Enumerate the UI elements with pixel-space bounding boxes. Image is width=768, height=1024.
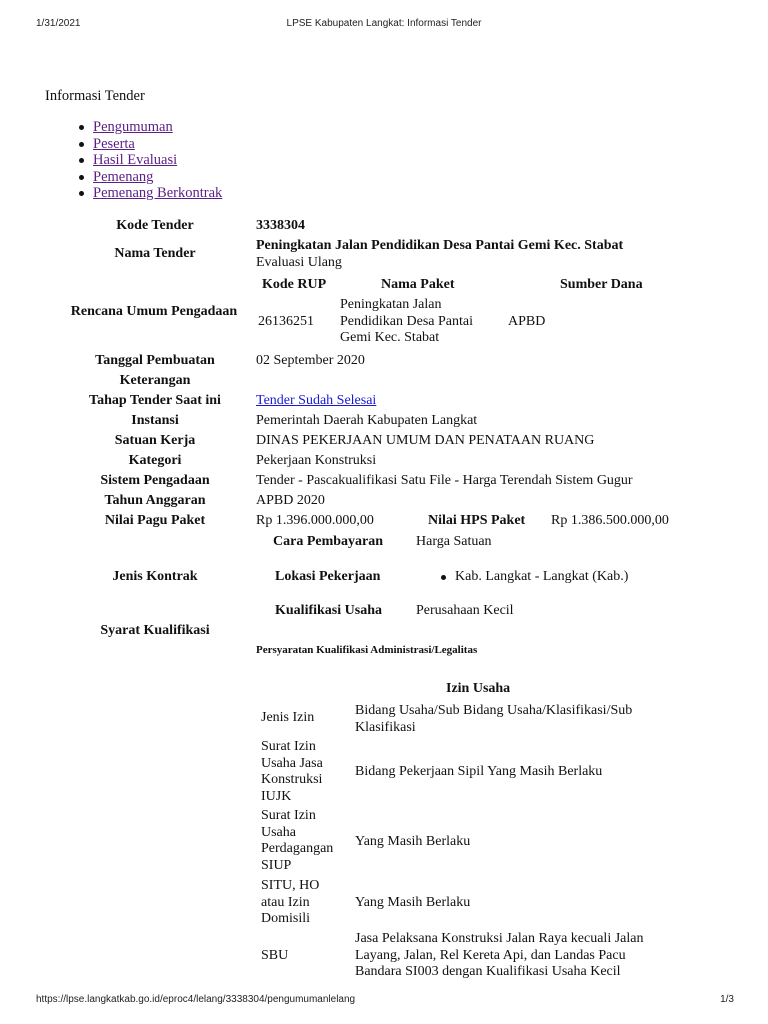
izin-row-value	[355, 703, 705, 736]
page-title: Informasi Tender	[45, 88, 145, 104]
izin-label-line: Usaha Jasa	[261, 755, 323, 771]
value-nilai-hps: Rp 1.386.500.000,00	[551, 513, 669, 528]
value-lokasi-pekerjaan: Kab. Langkat - Langkat (Kab.)	[455, 569, 629, 584]
label-kualifikasi-usaha: Kualifikasi Usaha	[275, 603, 382, 618]
print-footer	[0, 994, 768, 1008]
value-nama-tender: Peningkatan Jalan Pendidikan Desa Pantai Gemi Kec. Stabat	[256, 238, 624, 253]
nav-link-hasil-evaluasi[interactable]: Hasil Evaluasi	[93, 152, 178, 168]
nav-item-pemenang-berkontrak	[93, 185, 222, 202]
izin-row-label	[261, 710, 346, 727]
persyaratan-title: Persyaratan Kualifikasi Administrasi/Legalitas	[256, 644, 478, 656]
rup-nama-line: Pendidikan Desa Pantai	[340, 313, 473, 329]
izin-value-line: Yang Masih Berlaku	[355, 834, 471, 849]
value-kualifikasi-usaha: Perusahaan Kecil	[416, 603, 514, 618]
izin-label-line: Domisili	[261, 911, 311, 926]
value-cara-pembayaran: Harga Satuan	[416, 534, 492, 549]
izin-row-label	[261, 808, 346, 874]
izin-label-line: IUJK	[261, 788, 292, 804]
label-nilai-pagu: Nilai Pagu Paket	[104, 513, 206, 528]
label-kode-tender: Kode Tender	[116, 218, 194, 233]
label-nama-tender: Nama Tender	[114, 246, 196, 261]
izin-row-value	[355, 895, 705, 912]
nav-item-pengumuman	[93, 119, 222, 136]
izin-label-line: Surat Izin	[261, 808, 316, 823]
nav-link-pemenang[interactable]: Pemenang	[93, 168, 154, 185]
label-satuan-kerja: Satuan Kerja	[114, 433, 196, 448]
label-syarat-kualifikasi: Syarat Kualifikasi	[100, 623, 210, 638]
izin-label-line: Konstruksi	[261, 772, 323, 787]
value-nilai-pagu: Rp 1.396.000.000,00	[256, 513, 374, 528]
rup-sumber: APBD	[508, 314, 546, 329]
label-tahun-anggaran: Tahun Anggaran	[104, 493, 206, 508]
value-nama-tender-note: Evaluasi Ulang	[256, 255, 342, 270]
label-kategori: Kategori	[128, 453, 182, 468]
label-jenis-kontrak: Jenis Kontrak	[112, 569, 198, 584]
izin-row-value	[355, 764, 705, 781]
izin-row-value	[355, 931, 705, 981]
izin-value-line: Bidang Usaha/Sub Bidang Usaha/Klasifikasi/Sub	[355, 703, 633, 718]
label-keterangan: Keterangan	[119, 373, 191, 388]
izin-row-label	[261, 948, 346, 965]
nav-link-pemenang-berkontrak[interactable]: Pemenang Berkontrak	[93, 185, 223, 201]
value-satuan-kerja: DINAS PEKERJAAN UMUM DAN PENATAAN RUANG	[256, 433, 595, 448]
tender-nav	[93, 119, 222, 202]
label-rup: Rencana Umum Pengadaan	[70, 304, 238, 319]
tahap-link[interactable]: Tender Sudah Selesai	[256, 393, 377, 408]
nav-link-peserta[interactable]: Peserta	[93, 135, 135, 152]
rup-header-kode: Kode RUP	[262, 277, 327, 292]
value-tanggal: 02 September 2020	[256, 353, 365, 368]
izin-label-line: Jenis Izin	[261, 710, 315, 725]
label-tahap: Tahap Tender Saat ini	[89, 393, 221, 408]
print-url: https://lpse.langkatkab.go.id/eproc4/lelang/3338304/pengumumanlelang	[36, 994, 356, 1005]
print-date: 1/31/2021	[36, 18, 81, 29]
izin-value-line: Layang, Jalan, Rel Kereta Api, dan Landas Pacu	[355, 947, 626, 963]
lokasi-bullet	[441, 575, 446, 580]
label-nilai-hps: Nilai HPS Paket	[428, 513, 526, 528]
izin-value-line: Yang Masih Berlaku	[355, 895, 471, 910]
nav-item-hasil-evaluasi	[93, 152, 222, 169]
rup-nama-line: Peningkatan Jalan	[340, 297, 442, 312]
izin-label-line: atau Izin	[261, 894, 310, 910]
izin-label-line: SBU	[261, 948, 289, 963]
izin-row-label	[261, 878, 346, 928]
nav-item-peserta	[93, 136, 222, 153]
izin-value-line: Jasa Pelaksana Konstruksi Jalan Raya kecuali Jalan	[355, 931, 644, 946]
nav-item-pemenang	[93, 169, 222, 186]
izin-row-value	[355, 834, 705, 851]
izin-label-line: SITU, HO	[261, 878, 320, 893]
value-kategori: Pekerjaan Konstruksi	[256, 453, 377, 468]
rup-header-nama: Nama Paket	[381, 277, 455, 292]
value-tahun-anggaran: APBD 2020	[256, 493, 325, 508]
label-instansi: Instansi	[131, 413, 179, 428]
value-kode-tender: 3338304	[256, 218, 305, 233]
rup-header-sumber: Sumber Dana	[560, 277, 643, 292]
izin-label-line: Usaha	[261, 824, 296, 840]
value-instansi: Pemerintah Daerah Kabupaten Langkat	[256, 413, 478, 428]
izin-value-line: Bandara SI003 dengan Kualifikasi Usaha Kecil	[355, 964, 621, 979]
izin-usaha-title: Izin Usaha	[446, 681, 511, 696]
izin-label-line: Surat Izin	[261, 739, 316, 754]
izin-row-label	[261, 739, 346, 805]
rup-nama-line: Gemi Kec. Stabat	[340, 330, 440, 345]
izin-label-line: Perdagangan	[261, 841, 334, 856]
label-cara-pembayaran: Cara Pembayaran	[273, 534, 384, 549]
label-sistem-pengadaan: Sistem Pengadaan	[100, 473, 210, 488]
label-lokasi-pekerjaan: Lokasi Pekerjaan	[275, 569, 381, 584]
rup-nama-paket	[340, 297, 500, 347]
print-page-number: 1/3	[720, 994, 734, 1005]
izin-value-line: Bidang Pekerjaan Sipil Yang Masih Berlaku	[355, 764, 603, 779]
izin-label-line: SIUP	[261, 857, 292, 873]
print-title: LPSE Kabupaten Langkat: Informasi Tender	[286, 18, 482, 29]
nav-link-pengumuman[interactable]: Pengumuman	[93, 119, 173, 135]
rup-kode: 26136251	[258, 314, 314, 329]
print-header	[0, 18, 768, 32]
izin-value-line: Klasifikasi	[355, 719, 416, 735]
value-sistem-pengadaan: Tender - Pascakualifikasi Satu File - Harga Terendah Sistem Gugur	[256, 473, 633, 488]
label-tanggal: Tanggal Pembuatan	[95, 353, 215, 368]
